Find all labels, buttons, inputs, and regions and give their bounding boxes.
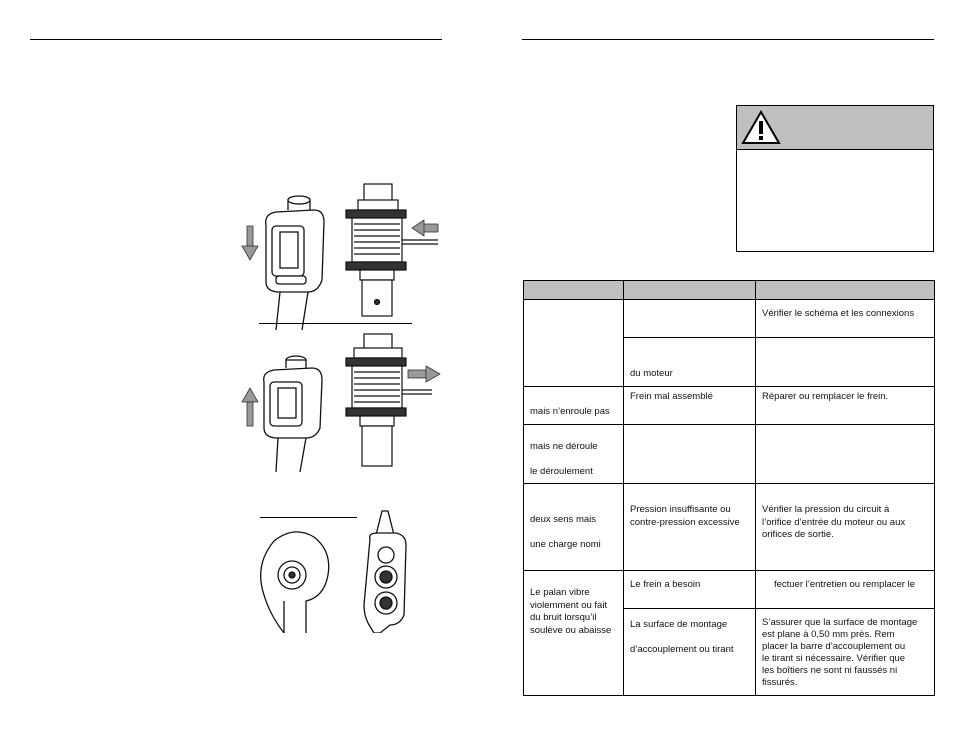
figure-pendant-detail	[250, 505, 420, 633]
symptom-line: violemment ou fait	[530, 599, 608, 611]
remedy-cell	[756, 300, 935, 338]
remedy-cell	[756, 484, 935, 571]
remedy-cell	[756, 425, 935, 484]
symptom-cell	[524, 425, 624, 484]
remedy-line: Vérifier la pression du circuit à	[762, 504, 890, 515]
down-arrow-icon	[242, 226, 258, 260]
cause-cell	[624, 609, 756, 696]
symptom-line: mais n’enroule pas	[530, 405, 610, 417]
pendant-buttons-icon	[364, 511, 406, 633]
table-header-row	[524, 281, 935, 300]
remedy-cell	[756, 571, 935, 609]
figure-pendant-up-motor	[236, 332, 446, 472]
remedy-cell	[756, 338, 935, 387]
cause-cell	[624, 571, 756, 609]
figure-separator-rule	[259, 323, 412, 324]
symptom-cell	[524, 571, 624, 696]
troubleshooting-table	[523, 280, 935, 696]
remedy-line: fectuer l’entretien ou remplacer le	[774, 579, 915, 590]
symptom-line: Le palan vibre	[530, 587, 590, 598]
header-cell-cause	[624, 281, 756, 300]
warning-box	[736, 105, 934, 252]
symptom-cell	[524, 300, 624, 387]
air-motor-icon	[346, 184, 438, 316]
cause-line: contre-pression excessive	[630, 516, 740, 528]
symptom-line: une charge nomi	[530, 538, 601, 550]
pendant-control-icon	[266, 196, 324, 330]
remedy-line: Vérifier le schéma et les connexions	[762, 308, 915, 319]
pendant-control-icon	[264, 356, 322, 472]
table-row	[524, 300, 935, 338]
cause-line: La surface de montage	[630, 619, 728, 630]
air-motor-icon	[346, 334, 432, 466]
cause-cell	[624, 300, 756, 338]
remedy-cell	[756, 387, 935, 425]
cause-cell	[624, 484, 756, 571]
remedy-line: S’assurer que la surface de montage	[762, 617, 918, 628]
remedy-line: orifices de sortie.	[762, 529, 834, 540]
cause-line: Le frein a besoin	[630, 579, 701, 590]
up-arrow-icon	[242, 388, 258, 426]
warning-header	[737, 106, 933, 150]
symptom-cell	[524, 387, 624, 425]
out-arrow-icon	[408, 366, 440, 382]
symptom-line: deux sens mais	[530, 514, 597, 525]
figure-pendant-down-motor	[236, 180, 446, 330]
symptom-line: du bruit lorsqu’il	[530, 612, 597, 623]
pendant-top-view-icon	[261, 532, 329, 633]
cause-cell	[624, 387, 756, 425]
cause-line: du moteur	[630, 367, 673, 379]
remedy-line: est plane à 0,50 mm près. Rem	[762, 629, 895, 640]
cause-line: Frein mal assemblé	[630, 391, 713, 402]
cause-line: Pression insuffisante ou	[630, 504, 731, 515]
remedy-cell	[756, 609, 935, 696]
symptom-line: mais ne déroule	[530, 441, 598, 452]
cause-line: d’accouplement ou tirant	[630, 643, 734, 655]
header-cell-symptom	[524, 281, 624, 300]
table-row	[524, 484, 935, 571]
remedy-line: placer la barre d’accouplement ou	[762, 641, 906, 652]
remedy-line: fissurés.	[762, 677, 798, 688]
remedy-line: l’orifice d’entrée du moteur ou aux	[762, 516, 906, 528]
table-row	[524, 425, 935, 484]
remedy-line: Réparer ou remplacer le frein.	[762, 391, 889, 402]
in-arrow-icon	[412, 220, 438, 236]
cause-cell	[624, 338, 756, 387]
table-row	[524, 387, 935, 425]
cause-cell	[624, 425, 756, 484]
symptom-line: soulève ou abaisse	[530, 624, 612, 636]
symptom-cell	[524, 484, 624, 571]
warning-triangle-icon	[741, 110, 781, 146]
header-cell-remedy	[756, 281, 935, 300]
table-row	[524, 571, 935, 609]
remedy-line: le tirant si nécessaire. Vérifier que	[762, 653, 906, 664]
remedy-line: les boîtiers ne sont ni faussés ni	[762, 665, 898, 676]
symptom-line: le déroulement	[530, 465, 593, 477]
right-page-top-rule	[522, 39, 934, 40]
left-page-top-rule	[30, 39, 442, 40]
